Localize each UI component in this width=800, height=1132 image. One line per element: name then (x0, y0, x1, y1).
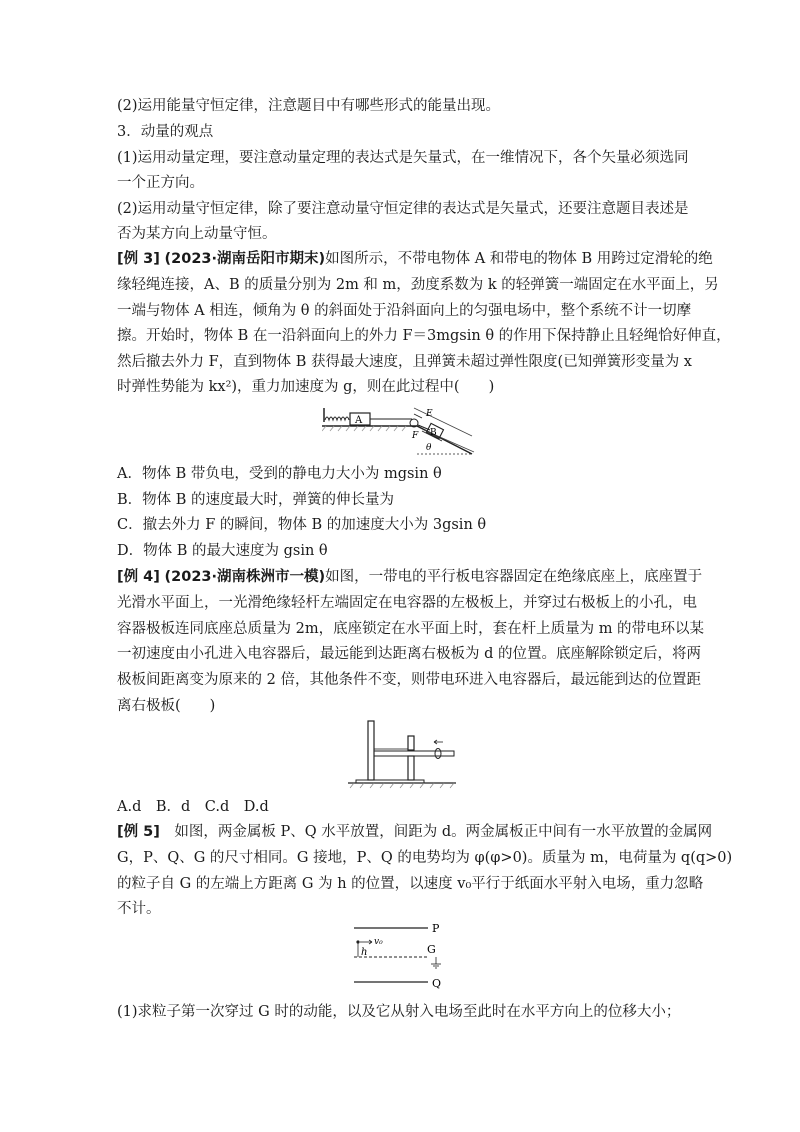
section-heading: 3．动量的观点 (117, 124, 214, 140)
text-line: 不计。 (117, 901, 161, 917)
example-3-line (117, 249, 713, 269)
option-d: D．物体 B 的最大速度为 gsin θ (117, 543, 328, 559)
example-text: 如图，两金属板 P、Q 水平放置，间距为 d。两金属板正中间有一水平放置的金属网 (159, 824, 713, 840)
text-line: 擦。开始时，物体 B 在一沿斜面向上的外力 F＝3mgsin θ 的作用下保持静止且轻绳恰好伸直， (117, 328, 731, 344)
plates-figure (350, 920, 450, 992)
example-5-line (117, 822, 713, 842)
text-line: (2)运用动量守恒定律，除了要注意动量守恒定律的表达式是矢量式，还要注意题目表述是 (117, 201, 689, 217)
example-label: [例 4] (117, 569, 160, 585)
option-b: B．物体 B 的速度最大时，弹簧的伸长量为 (117, 492, 395, 508)
example-4-line (117, 567, 703, 587)
angle-theta-label: θ (426, 443, 432, 453)
text-line: 否为某方向上动量守恒。 (117, 226, 277, 242)
text-line: (2)运用能量守恒定律，注意题目中有哪些形式的能量出现。 (117, 98, 501, 114)
field-e-label: E (426, 409, 433, 419)
text-line: 一端与物体 A 相连，倾角为 θ 的斜面处于沿斜面向上的匀强电场中，整个系统不计一切摩 (117, 303, 692, 319)
text-line: 一个正方向。 (117, 175, 204, 191)
text-line: (1)运用动量定理，要注意动量定理的表达式是矢量式，在一维情况下，各个矢量必须选同 (117, 150, 689, 166)
text-line: 缘轻绳连接，A、B 的质量分别为 2m 和 m，劲度系数为 k 的轻弹簧一端固定在水平面上，另 (117, 277, 719, 293)
example-text: 如图所示，不带电物体 A 和带电的物体 B 用跨过定滑轮的绝 (325, 251, 713, 267)
block-b-label: B (430, 428, 437, 438)
block-a-label: A (355, 415, 363, 426)
text-line: 光滑水平面上，一光滑绝缘轻杆左端固定在电容器的左极板上，并穿过右极板上的小孔，电 (117, 595, 697, 611)
velocity-label: v₀ (374, 937, 383, 947)
text-line: 的粒子自 G 的左端上方距离 G 为 h 的位置，以速度 v₀平行于纸面水平射入电场，重力忽略 (117, 876, 704, 892)
example-source: (2023·湖南株洲市一模) (164, 569, 326, 585)
text-line: 离右极板( ) (117, 698, 216, 714)
option-a: A．物体 B 带负电，受到的静电力大小为 mgsin θ (117, 466, 442, 482)
example-label: [例 3] (117, 251, 160, 267)
capacitor-figure (346, 718, 458, 790)
example-text: 如图，一带电的平行板电容器固定在绝缘底座上，底座置于 (325, 569, 703, 585)
text-line: G，P、Q、G 的尺寸相同。G 接地，P、Q 的电势均为 φ(φ>0)。质量为 m，电荷量为 q(q>0) (117, 850, 733, 866)
grid-g-label: G (427, 943, 436, 956)
plate-p-label: P (432, 922, 440, 935)
example-label: [例 5] (117, 824, 160, 840)
plate-q-label: Q (432, 977, 442, 990)
force-f-label: F (412, 431, 419, 441)
text-line: 一初速度由小孔进入电容器后，最远能到达距离右极板为 d 的位置。底座解除锁定后，将两 (117, 646, 701, 662)
option-c: C．撤去外力 F 的瞬间，物体 B 的加速度大小为 3gsin θ (117, 517, 487, 533)
height-h-label: h (361, 947, 368, 958)
question-1: (1)求粒子第一次穿过 G 时的动能，以及它从射入电场至此时在水平方向上的位移大小； (117, 1004, 681, 1020)
text-line: 时弹性势能为 kx²)，重力加速度为 g，则在此过程中( ) (117, 379, 495, 395)
text-line: 容器极板连同底座总质量为 2m，底座锁定在水平面上时，套在杆上质量为 m 的带电环以某 (117, 621, 705, 637)
text-line: 极板间距离变为原来的 2 倍，其他条件不变，则带电环进入电容器后，最远能到达的位置距 (117, 672, 701, 688)
example-source: (2023·湖南岳阳市期末) (164, 251, 326, 267)
options-row: A.d B．d C.d D.d (117, 799, 269, 815)
text-line: 然后撤去外力 F，直到物体 B 获得最大速度，且弹簧未超过弹性限度(已知弹簧形变量为 x (117, 354, 692, 370)
incline-spring-figure (322, 404, 482, 462)
